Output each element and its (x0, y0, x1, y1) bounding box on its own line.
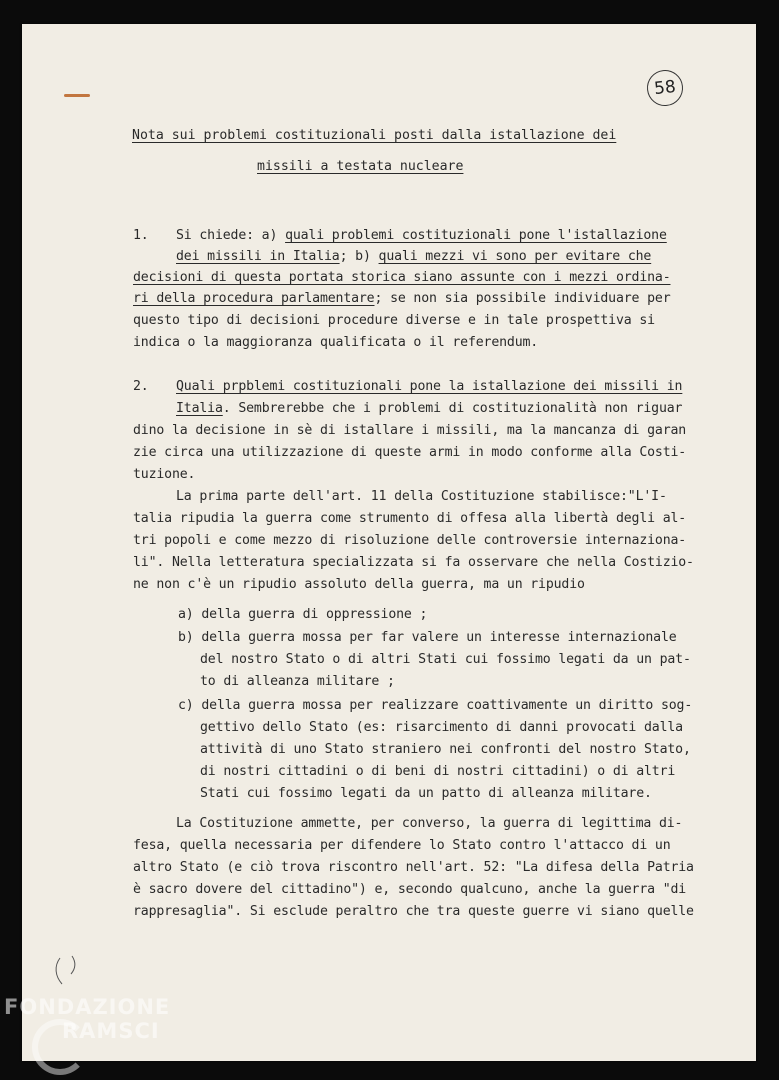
paragraph-line: talia ripudia la guerra come strumento di offesa alla libertà degli al- (133, 511, 687, 526)
paragraph-line: La Costituzione ammette, per converso, la guerra di legittima di- (176, 816, 683, 831)
list-item: gettivo dello Stato (es: risarcimento di danni provocati dalla (200, 720, 683, 735)
list-item: di nostri cittadini o di beni di nostri cittadini) o di altri (200, 764, 676, 779)
paragraph-line: ne non c'è un ripudio assoluto della guerra, ma un ripudio (133, 577, 585, 592)
section-2-number: 2. (133, 379, 149, 394)
section-1-line: Si chiede: a) quali problemi costituzionali pone l'istallazione (176, 228, 667, 243)
paragraph-line: La prima parte dell'art. 11 della Costituzione stabilisce:"L'I- (176, 489, 667, 504)
watermark-logo (4, 995, 170, 1043)
paragraph-line: rappresaglia". Si esclude peraltro che tra queste guerre vi siano quelle (133, 904, 694, 919)
paragraph-line: li". Nella letteratura specializzata si fa osservare che nella Costizio- (133, 555, 694, 570)
section-1-line: ri della procedura parlamentare; se non sia possibile individuare per (133, 291, 671, 306)
paragraph-line: fesa, quella necessaria per difendere lo Stato contro l'attacco di un (133, 838, 671, 853)
paragraph-line: tri popoli e come mezzo di risoluzione delle controversie internaziona- (133, 533, 687, 548)
section-1-number: 1. (133, 228, 149, 243)
watermark-line-2: RAMSCI (62, 1019, 160, 1043)
document-page (22, 24, 756, 1061)
section-1-line: decisioni di questa portata storica siano assunte con i mezzi ordina- (133, 270, 671, 285)
list-item: attività di uno Stato straniero nei confronti del nostro Stato, (200, 742, 691, 757)
list-item: a) della guerra di oppressione ; (178, 607, 428, 622)
section-2-line: Italia. Sembrerebbe che i problemi di costituzionalità non riguar (176, 401, 683, 416)
section-1-line: dei missili in Italia; b) quali mezzi vi sono per evitare che (176, 249, 652, 264)
list-item: to di alleanza militare ; (200, 674, 395, 689)
list-item: b) della guerra mossa per far valere un interesse internazionale (178, 630, 677, 645)
watermark-line-1: FONDAZIONE (4, 995, 171, 1019)
watermark-g-icon (32, 1019, 88, 1075)
pin-mark (64, 94, 90, 97)
title-line-1: Nota sui problemi costituzionali posti dalla istallazione dei (132, 128, 617, 143)
section-2-line: Quali prpblemi costituzionali pone la istallazione dei missili in (176, 379, 683, 394)
section-1-line: indica o la maggioranza qualificata o il referendum. (133, 335, 539, 350)
section-2-line: dino la decisione in sè di istallare i missili, ma la mancanza di garan (133, 423, 687, 438)
page-number: 58 (645, 68, 685, 108)
paragraph-line: è sacro dovere del cittadino") e, secondo qualcuno, anche la guerra "di (133, 882, 687, 897)
section-2-line: tuzione. (133, 467, 196, 482)
list-item: Stati cui fossimo legati da un patto di alleanza militare. (200, 786, 652, 801)
section-1-line: questo tipo di decisioni procedure diverse e in tale prospettiva si (133, 313, 655, 328)
paragraph-line: altro Stato (e ciò trova riscontro nell'art. 52: "La difesa della Patria (133, 860, 694, 875)
section-2-line: zie circa una utilizzazione di queste armi in modo conforme alla Costi- (133, 445, 687, 460)
list-item: del nostro Stato o di altri Stati cui fossimo legati da un pat- (200, 652, 691, 667)
title-line-2: missili a testata nucleare (257, 159, 464, 174)
list-item: c) della guerra mossa per realizzare coattivamente un diritto sog- (178, 698, 693, 713)
pencil-mark (52, 954, 82, 990)
